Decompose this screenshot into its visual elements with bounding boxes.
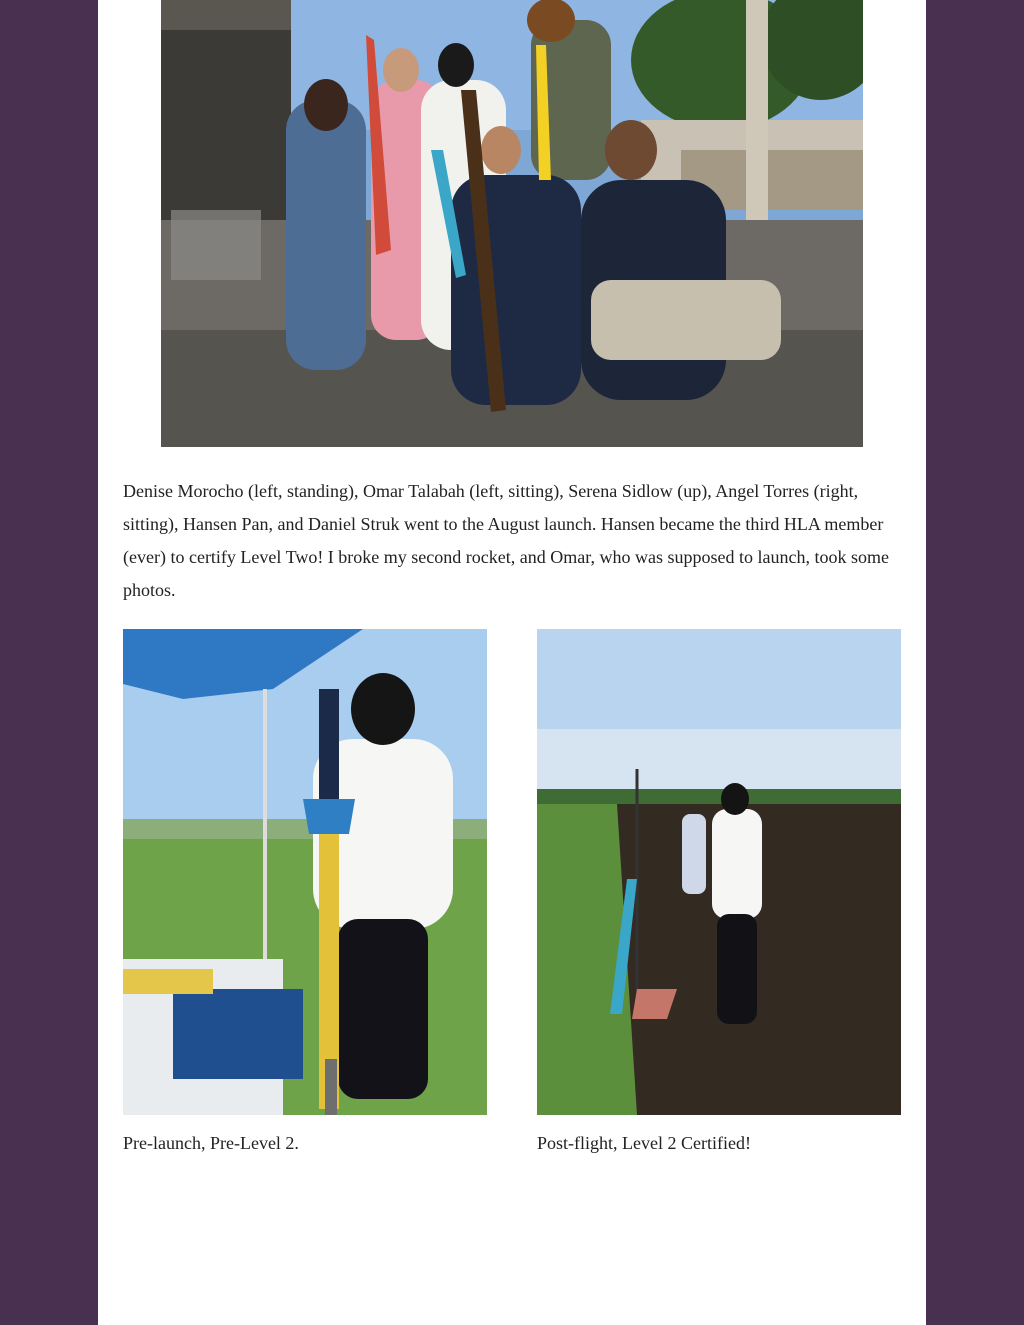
page-content [98, 0, 926, 1325]
post-flight-photo [537, 629, 901, 1115]
group-photo [161, 0, 863, 447]
group-photo-caption: Denise Morocho (left, standing), Omar Talabah (left, sitting), Serena Sidlow (up), Angel Torres (right, sitting), Hansen Pan, and Daniel Struk went to the August launch. Hansen became the third HLA member (ever) to certify Level Two! I broke my second rocket, and Omar, who was supposed to launch, took some photos. [123, 481, 889, 600]
pre-launch-caption: Pre-launch, Pre-Level 2. [123, 1133, 299, 1153]
post-flight-caption: Post-flight, Level 2 Certified! [537, 1133, 751, 1153]
pre-launch-photo [123, 629, 487, 1115]
